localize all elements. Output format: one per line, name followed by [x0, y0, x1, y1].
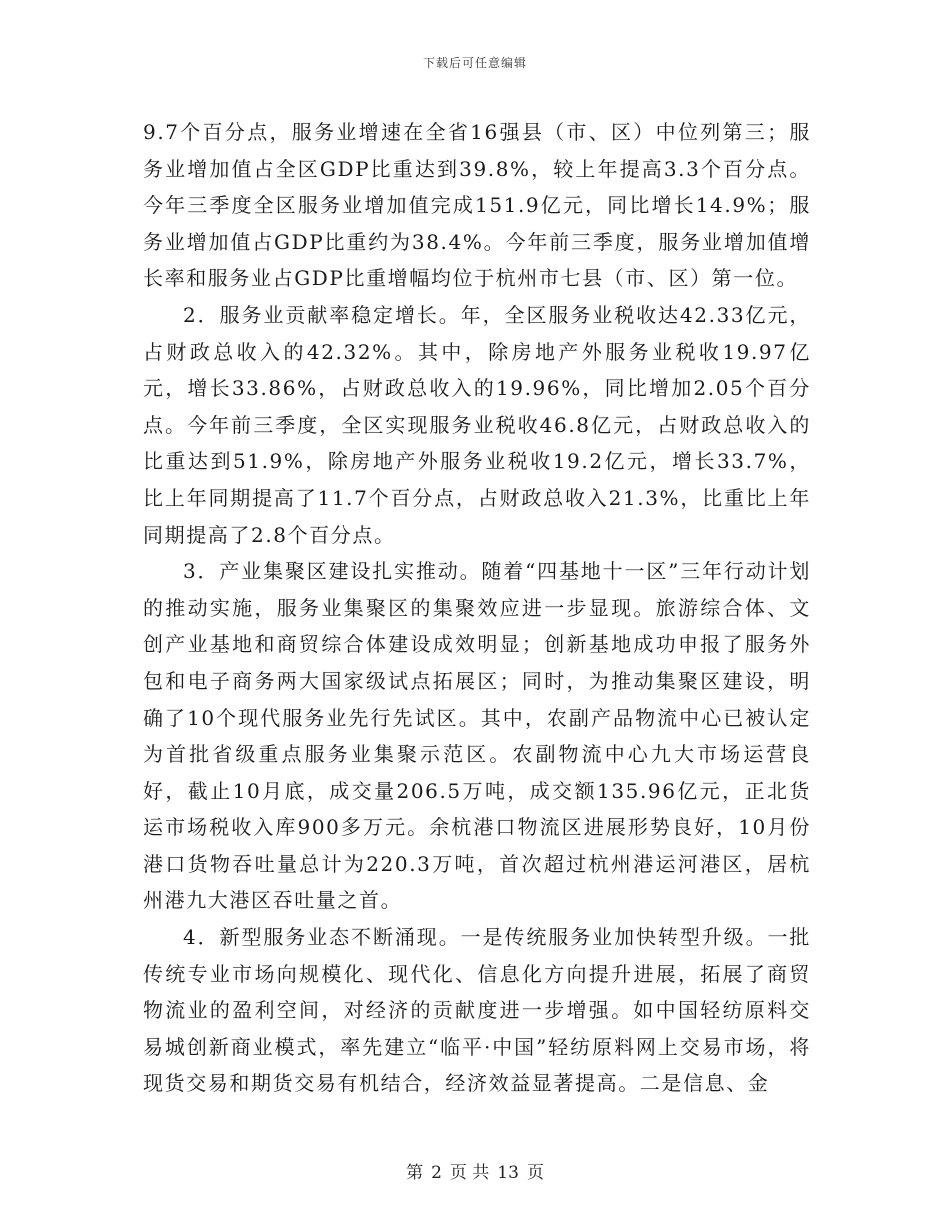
page-total: 13 [497, 1163, 519, 1183]
page-header: 下载后可任意编辑 [422, 56, 527, 70]
page-number: 2 [431, 1163, 442, 1183]
footer-middle: 页 共 [449, 1163, 490, 1183]
paragraph-2: 2．服务业贡献率稳定增长。年，全区服务业税收达42.33亿元，占财政总收入的42.32%。其中，除房地产外服务业税收19.97亿元，增长33.86%，占财政总收入的19.96%，同比增加2.05个百分点。今年前三季度，全区实现服务业税收46.8亿元，占财政总收入的比重达到51.9%，除房地产外服务业税收19.2亿元，增长33.7%，比上年同期提高了11.7个百分点，占财政总收入21.3%，比重比上年同期提高了2.8个百分点。 [143, 302, 811, 547]
document-body [143, 114, 811, 1102]
paragraph-4: 4．新型服务业态不断涌现。一是传统服务业加快转型升级。一批传统专业市场向规模化、现代化、信息化方向提升进展，拓展了商贸物流业的盈利空间，对经济的贡献度进一步增强。如中国轻纺原料交易城创新商业模式，率先建立“临平·中国”轻纺原料网上交易市场，将现货交易和期货交易有机结合，经济效益显著提高。二是信息、金 [143, 925, 811, 1096]
paragraph-3: 3．产业集聚区建设扎实推动。随着“四基地十一区”三年行动计划的推动实施，服务业集聚区的集聚效应进一步显现。旅游综合体、文创产业基地和商贸综合体建设成效明显；创新基地成功申报了服务外包和电子商务两大国家级试点拓展区；同时，为推动集聚区建设，明确了10个现代服务业先行先试区。其中，农副产品物流中心已被认定为首批省级重点服务业集聚示范区。农副物流中心九大市场运营良好，截止10月底，成交量206.5万吨，成交额135.96亿元，正北货运市场税收入库900多万元。余杭港口物流区进展形势良好，10月份港口货物吞吐量总计为220.3万吨，首次超过杭州港运河港区，居杭州港九大港区吞吐量之首。 [143, 559, 811, 913]
paragraph-1: 9.7个百分点，服务业增速在全省16强县（市、区）中位列第三；服务业增加值占全区GDP比重达到39.8%，较上年提高3.3个百分点。今年三季度全区服务业增加值完成151.9亿元，同比增长14.9%；服务业增加值占GDP比重约为38.4%。今年前三季度，服务业增加值增长率和服务业占GDP比重增幅均位于杭州市七县（市、区）第一位。 [143, 120, 811, 291]
page-footer [0, 1158, 950, 1183]
footer-suffix: 页 [526, 1163, 544, 1183]
footer-prefix: 第 [406, 1163, 424, 1183]
